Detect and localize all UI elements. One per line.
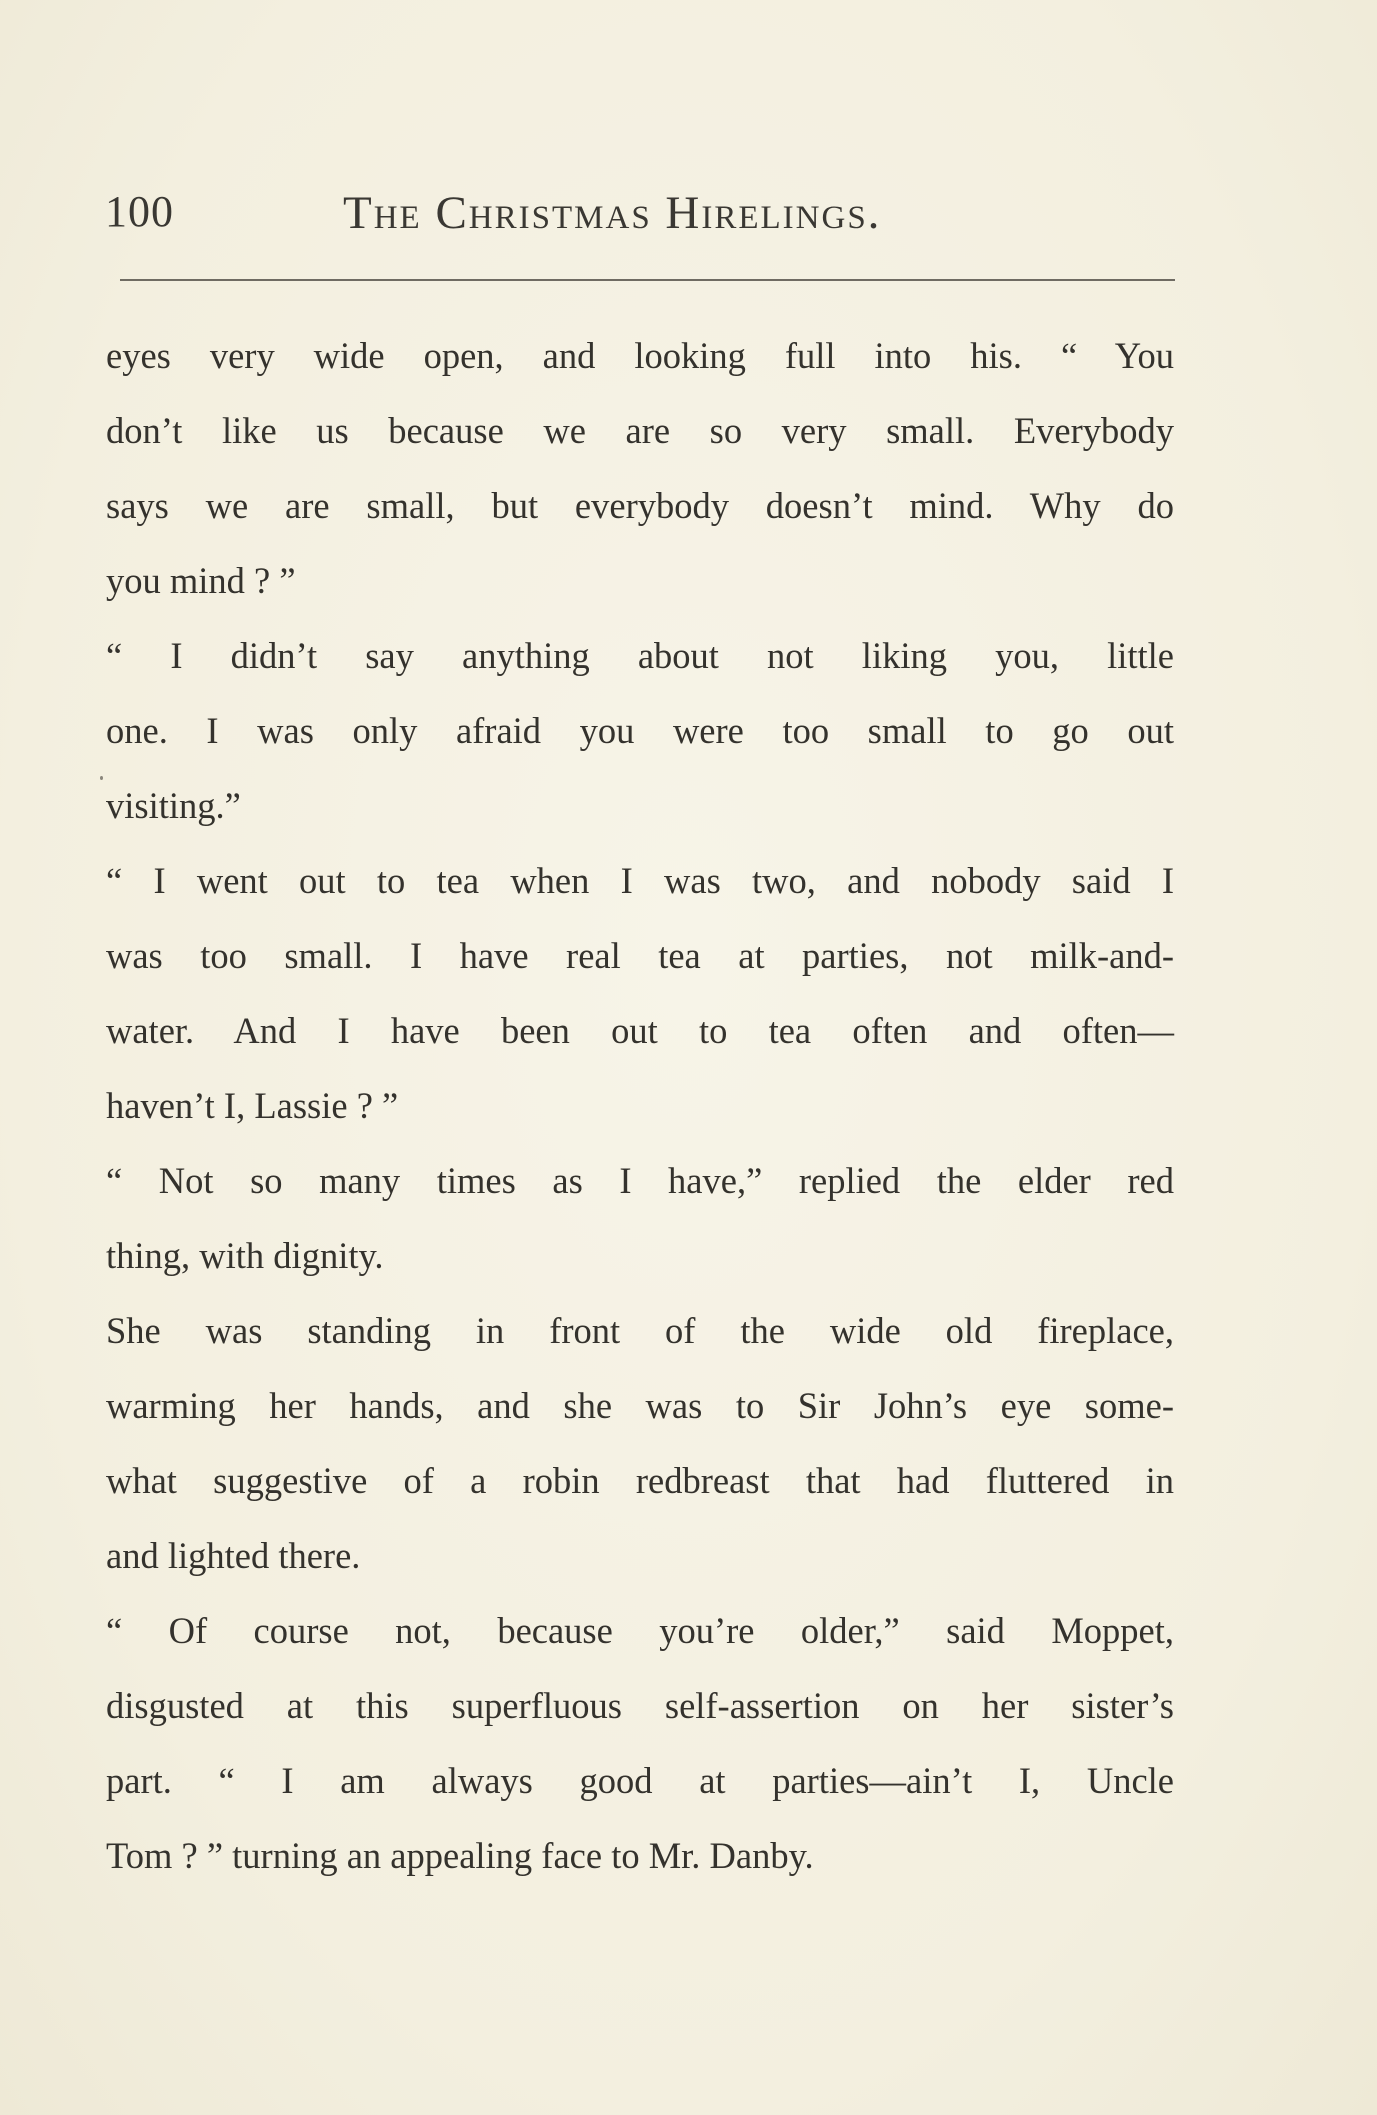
text-line: Tom ? ” turning an appealing face to Mr. Danby. <box>106 1835 814 1876</box>
text-line: you mind ? ” <box>106 560 296 601</box>
text-line: says we are small, but everybody doesn’t mind. Why do <box>106 485 1174 526</box>
text-line: “ I didn’t say anything about not liking you, little <box>106 635 1174 676</box>
text-line: visiting.” <box>106 785 241 826</box>
text-line: warming her hands, and she was to Sir John’s eye some- <box>106 1385 1174 1426</box>
text-line: She was standing in front of the wide old fireplace, <box>106 1310 1174 1351</box>
page-number: 100 <box>105 187 174 236</box>
text-line: don’t like us because we are so very small. Everybody <box>106 410 1174 451</box>
text-line: water. And I have been out to tea often and often— <box>106 1010 1174 1051</box>
text-line: what suggestive of a robin redbreast that had fluttered in <box>106 1460 1174 1501</box>
text-line: was too small. I have real tea at parties, not milk-and- <box>106 935 1174 976</box>
text-line: “ Not so many times as I have,” replied the elder red <box>106 1160 1174 1201</box>
text-line: “ Of course not, because you’re older,” said Moppet, <box>106 1610 1174 1651</box>
text-line: eyes very wide open, and looking full into his. “ You <box>106 335 1174 376</box>
text-line: “ I went out to tea when I was two, and nobody said I <box>106 860 1174 901</box>
paper-speck <box>100 776 103 780</box>
page-header <box>105 186 1180 246</box>
text-line: part. “ I am always good at parties—ain’t I, Uncle <box>106 1760 1174 1801</box>
text-line: one. I was only afraid you were too small to go out <box>106 710 1174 751</box>
text-line: and lighted there. <box>106 1535 361 1576</box>
text-line: disgusted at this superfluous self-assertion on her sister’s <box>106 1685 1174 1726</box>
text-line: haven’t I, Lassie ? ” <box>106 1085 399 1126</box>
text-line: thing, with dignity. <box>106 1235 384 1276</box>
body-text <box>106 318 1174 1893</box>
header-divider <box>120 279 1175 281</box>
running-title: The Christmas Hirelings. <box>343 187 882 239</box>
